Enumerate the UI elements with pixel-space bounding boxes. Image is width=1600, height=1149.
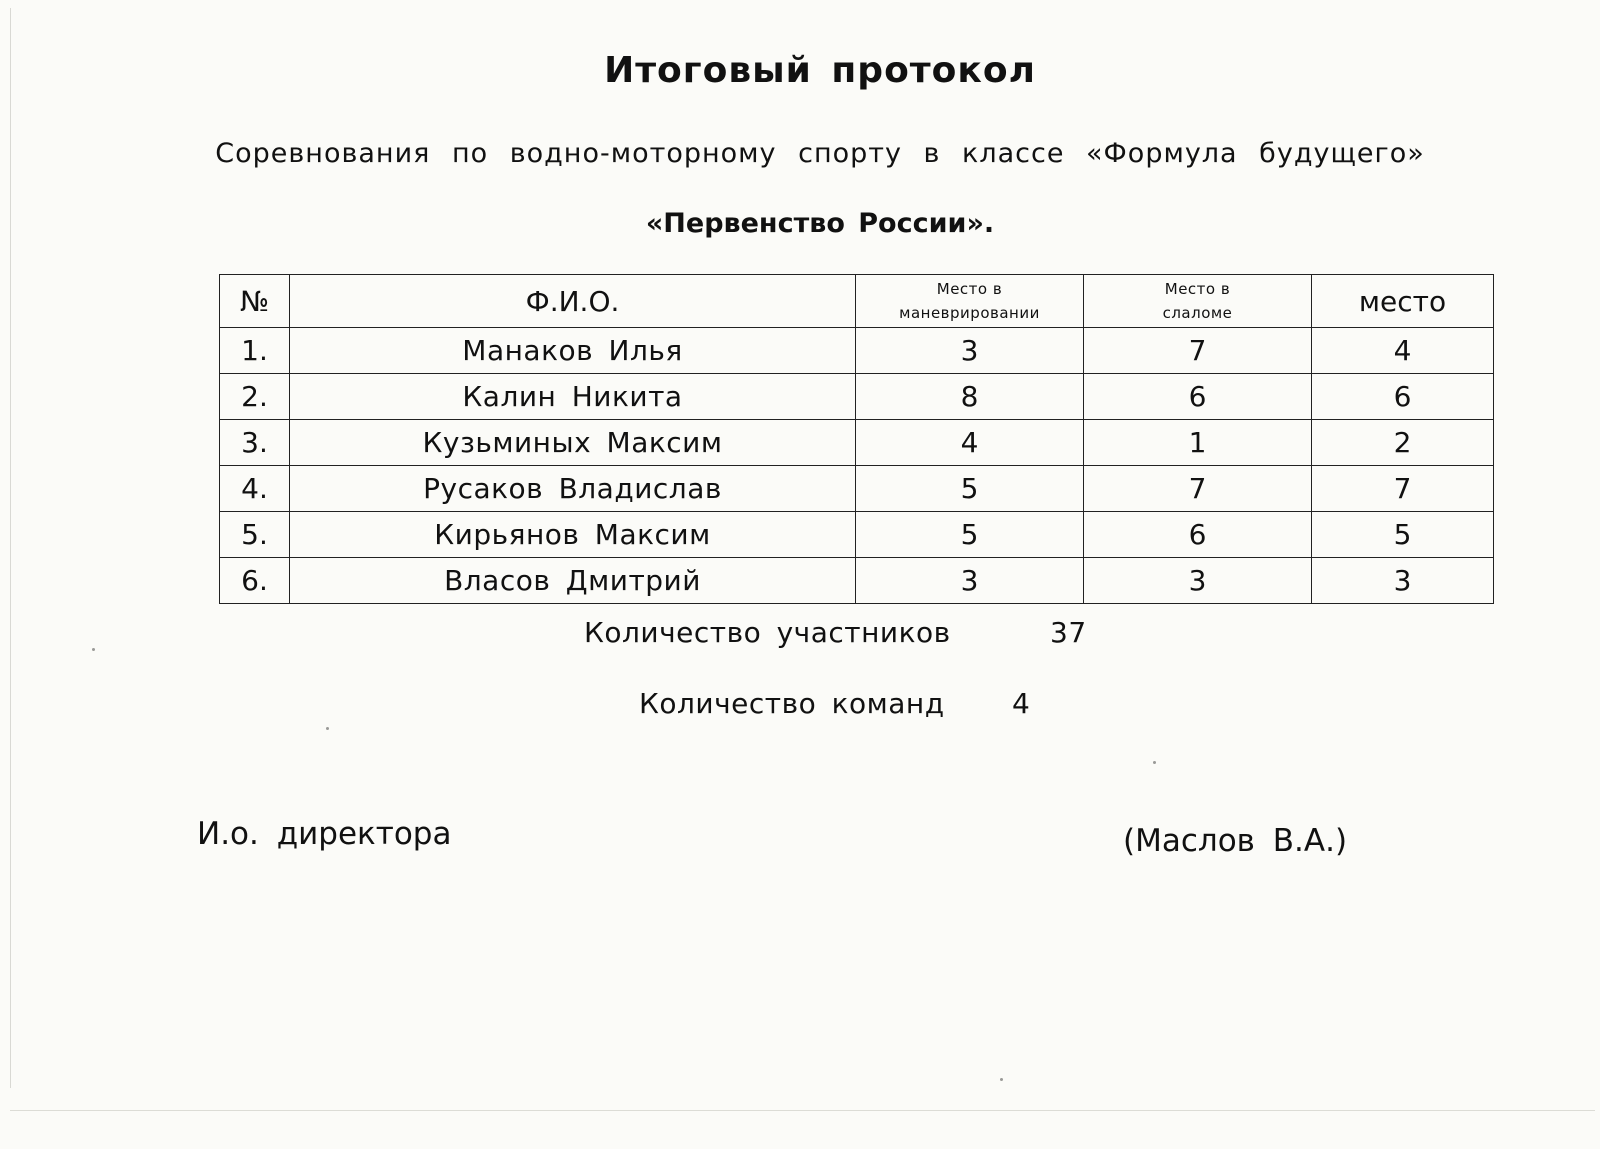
participant-name: Кузьминых Максим xyxy=(290,420,856,466)
header-maneuver-line1: Место в xyxy=(936,280,1003,298)
maneuver-place: 4 xyxy=(856,420,1084,466)
scan-speck xyxy=(326,727,329,730)
slalom-place: 7 xyxy=(1084,466,1312,512)
maneuver-place: 3 xyxy=(856,558,1084,604)
row-number: 4. xyxy=(220,466,290,512)
header-slalom-line1: Место в xyxy=(1164,280,1231,298)
results-table xyxy=(219,274,1494,604)
row-number: 2. xyxy=(220,374,290,420)
row-number: 5. xyxy=(220,512,290,558)
slalom-place: 6 xyxy=(1084,512,1312,558)
header-no: № xyxy=(220,275,290,328)
slalom-place: 7 xyxy=(1084,328,1312,374)
header-place: место xyxy=(1312,275,1494,328)
participants-label: Количество участников xyxy=(584,616,951,649)
event-title: «Первенство России». xyxy=(645,208,995,239)
participants-value: 37 xyxy=(1050,616,1087,649)
maneuver-place: 3 xyxy=(856,328,1084,374)
final-place: 3 xyxy=(1312,558,1494,604)
participant-name: Власов Дмитрий xyxy=(290,558,856,604)
final-place: 4 xyxy=(1312,328,1494,374)
slalom-place: 3 xyxy=(1084,558,1312,604)
row-number: 6. xyxy=(220,558,290,604)
header-name: Ф.И.О. xyxy=(290,275,856,328)
row-number: 1. xyxy=(220,328,290,374)
final-place: 5 xyxy=(1312,512,1494,558)
header-slalom xyxy=(1084,275,1312,328)
final-place: 7 xyxy=(1312,466,1494,512)
teams-count xyxy=(639,687,1030,720)
maneuver-place: 8 xyxy=(856,374,1084,420)
maneuver-place: 5 xyxy=(856,512,1084,558)
teams-label: Количество команд xyxy=(639,687,945,720)
document-title: Итоговый протокол xyxy=(604,50,1036,91)
participant-name: Русаков Владислав xyxy=(290,466,856,512)
slalom-place: 6 xyxy=(1084,374,1312,420)
table-row xyxy=(220,328,1494,374)
signature-name: (Маслов В.А.) xyxy=(1123,823,1348,859)
participants-count xyxy=(584,616,1087,649)
document-subtitle: Соревнования по водно-моторному спорту в классе «Формула будущего» xyxy=(215,138,1425,169)
header-slalom-line2: слаломе xyxy=(1162,304,1233,322)
final-place: 2 xyxy=(1312,420,1494,466)
table-row xyxy=(220,558,1494,604)
table-row xyxy=(220,420,1494,466)
signature-position: И.о. директора xyxy=(197,816,452,852)
scan-speck xyxy=(1000,1078,1003,1081)
scan-speck xyxy=(1153,761,1156,764)
table-header-row xyxy=(220,275,1494,328)
participant-name: Манаков Илья xyxy=(290,328,856,374)
maneuver-place: 5 xyxy=(856,466,1084,512)
row-number: 3. xyxy=(220,420,290,466)
table-row xyxy=(220,374,1494,420)
sheet-edge-bottom xyxy=(10,1110,1595,1111)
slalom-place: 1 xyxy=(1084,420,1312,466)
table-row xyxy=(220,512,1494,558)
header-maneuver-line2: маневрировании xyxy=(899,304,1040,322)
participant-name: Кирьянов Максим xyxy=(290,512,856,558)
sheet-edge-left xyxy=(10,8,11,1088)
teams-value: 4 xyxy=(1012,687,1031,720)
final-place: 6 xyxy=(1312,374,1494,420)
participant-name: Калин Никита xyxy=(290,374,856,420)
table-row xyxy=(220,466,1494,512)
scan-speck xyxy=(92,648,95,651)
header-maneuver xyxy=(856,275,1084,328)
